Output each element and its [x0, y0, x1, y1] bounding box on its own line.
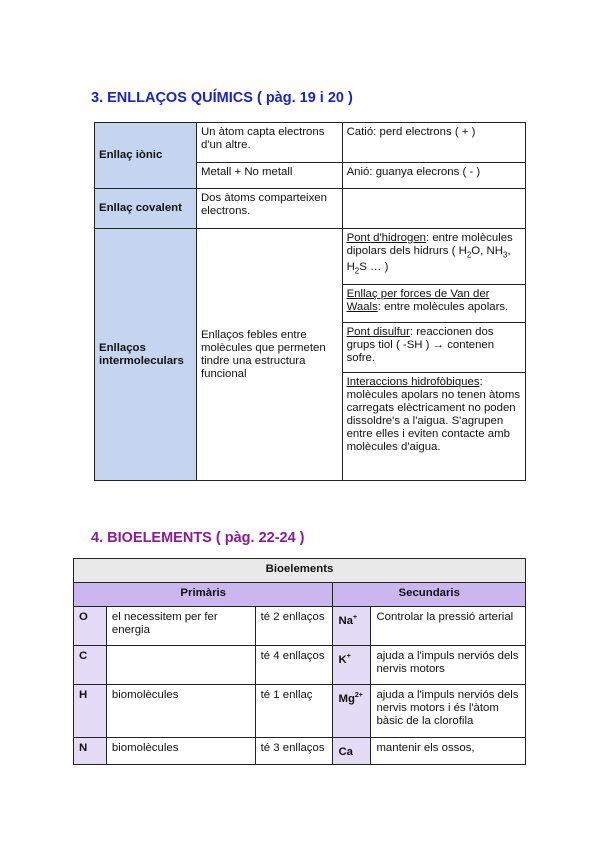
secondary-description: mantenir els ossos, [371, 738, 526, 765]
secondary-description: ajuda a l'impuls nerviós dels nervis motors i és l'àtom bàsic de la clorofila [371, 685, 526, 738]
hydrogen-bond-text: : entre molècules dipolars dels hidrurs ( H [346, 232, 513, 257]
intermolecular-bonds-description: Enllaços febles entre molècules que permeten tindre una estructura funcional [196, 229, 342, 481]
primary-description: el necessitem per fer energia [106, 607, 255, 646]
primary-bonds: té 3 enllaços [255, 738, 333, 765]
hydrogen-bond-cell: Pont d'hidrogen: entre molècules dipolars dels hidrurs ( $H_2O$, $NH_3$, $H_2S$ … ) [342, 229, 525, 285]
primary-symbol: N [74, 738, 107, 765]
primary-description: biomolècules [106, 738, 255, 765]
covalent-empty-cell [342, 189, 525, 229]
table-row [74, 646, 526, 685]
disulfide-bridge-title: Pont disulfur [346, 326, 410, 338]
hydrogen-bond-formula-end: , H [346, 245, 511, 274]
chemical-bonds-table [94, 122, 526, 481]
table-row [74, 607, 526, 646]
van-der-waals-cell [342, 285, 525, 323]
secondary-symbol: K+ [333, 646, 371, 685]
ionic-bond-label: Enllaç iònic [95, 123, 197, 189]
van-der-waals-text: : entre molècules apolars. [377, 301, 509, 313]
secondary-description: Controlar la pressió arterial [371, 607, 526, 646]
van-der-waals-title: Enllaç per forces de Van der Waals [346, 288, 490, 313]
metal-nonmetal-note: Metall + No metall [196, 163, 342, 189]
hydrophobic-interactions-cell [342, 373, 525, 481]
covalent-bond-description: Dos àtoms comparteixen electrons. [196, 189, 342, 229]
primary-symbol: O [74, 607, 107, 646]
secondary-symbol: Na+ [333, 607, 371, 646]
cation-note: Catió: perd electrons ( + ) [342, 123, 525, 163]
primary-description [106, 646, 255, 685]
bioelements-table [73, 558, 526, 765]
primary-bonds: té 4 enllaços [255, 646, 333, 685]
section-3-heading: 3. ENLLAÇOS QUÍMICS ( pàg. 19 i 20 ) [91, 90, 353, 106]
hydrogen-bond-formula: O, NH [471, 245, 503, 257]
table-row [74, 685, 526, 738]
primary-bonds: té 2 enllaços [255, 607, 333, 646]
ionic-bond-description: Un àtom capta electrons d'un altre. [196, 123, 342, 163]
secondary-description: ajuda a l'impuls nerviós dels nervis motors [371, 646, 526, 685]
hydrophobic-interactions-title: Interaccions hidrofòbiques [346, 376, 480, 388]
secondary-elements-header: Secundaris [333, 583, 526, 607]
primary-description: biomolècules [106, 685, 255, 738]
hydrogen-bond-title: Pont d'hidrogen [346, 232, 427, 244]
table-row [74, 738, 526, 765]
hydrogen-bond-end: S … ) [359, 261, 389, 274]
covalent-bond-label: Enllaç covalent [95, 189, 197, 229]
bioelements-table-title: Bioelements [74, 559, 526, 583]
primary-bonds: té 1 enllaç [255, 685, 333, 738]
secondary-symbol: $Mg^{2+}$ [333, 685, 371, 738]
primary-symbol: H [74, 685, 107, 738]
section-4-heading: 4. BIOELEMENTS ( pàg. 22-24 ) [91, 530, 305, 546]
intermolecular-bonds-label: Enllaços intermoleculars [95, 229, 197, 481]
disulfide-bridge-text: : reaccionen dos grups tiol ( -SH ) → contenen sofre. [346, 326, 495, 364]
primary-elements-header: Primàris [74, 583, 333, 607]
primary-symbol: C [74, 646, 107, 685]
anion-note: Anió: guanya elecrons ( - ) [342, 163, 525, 189]
disulfide-bridge-cell [342, 323, 525, 373]
hydrophobic-interactions-text: : molècules apolars no tenen àtoms carregats elèctricament no poden dissoldre's a l'aigua. S'agrupen entre elles i eviten contacte amb molècules d'aigua. [346, 376, 521, 453]
secondary-symbol: Ca [333, 738, 371, 765]
